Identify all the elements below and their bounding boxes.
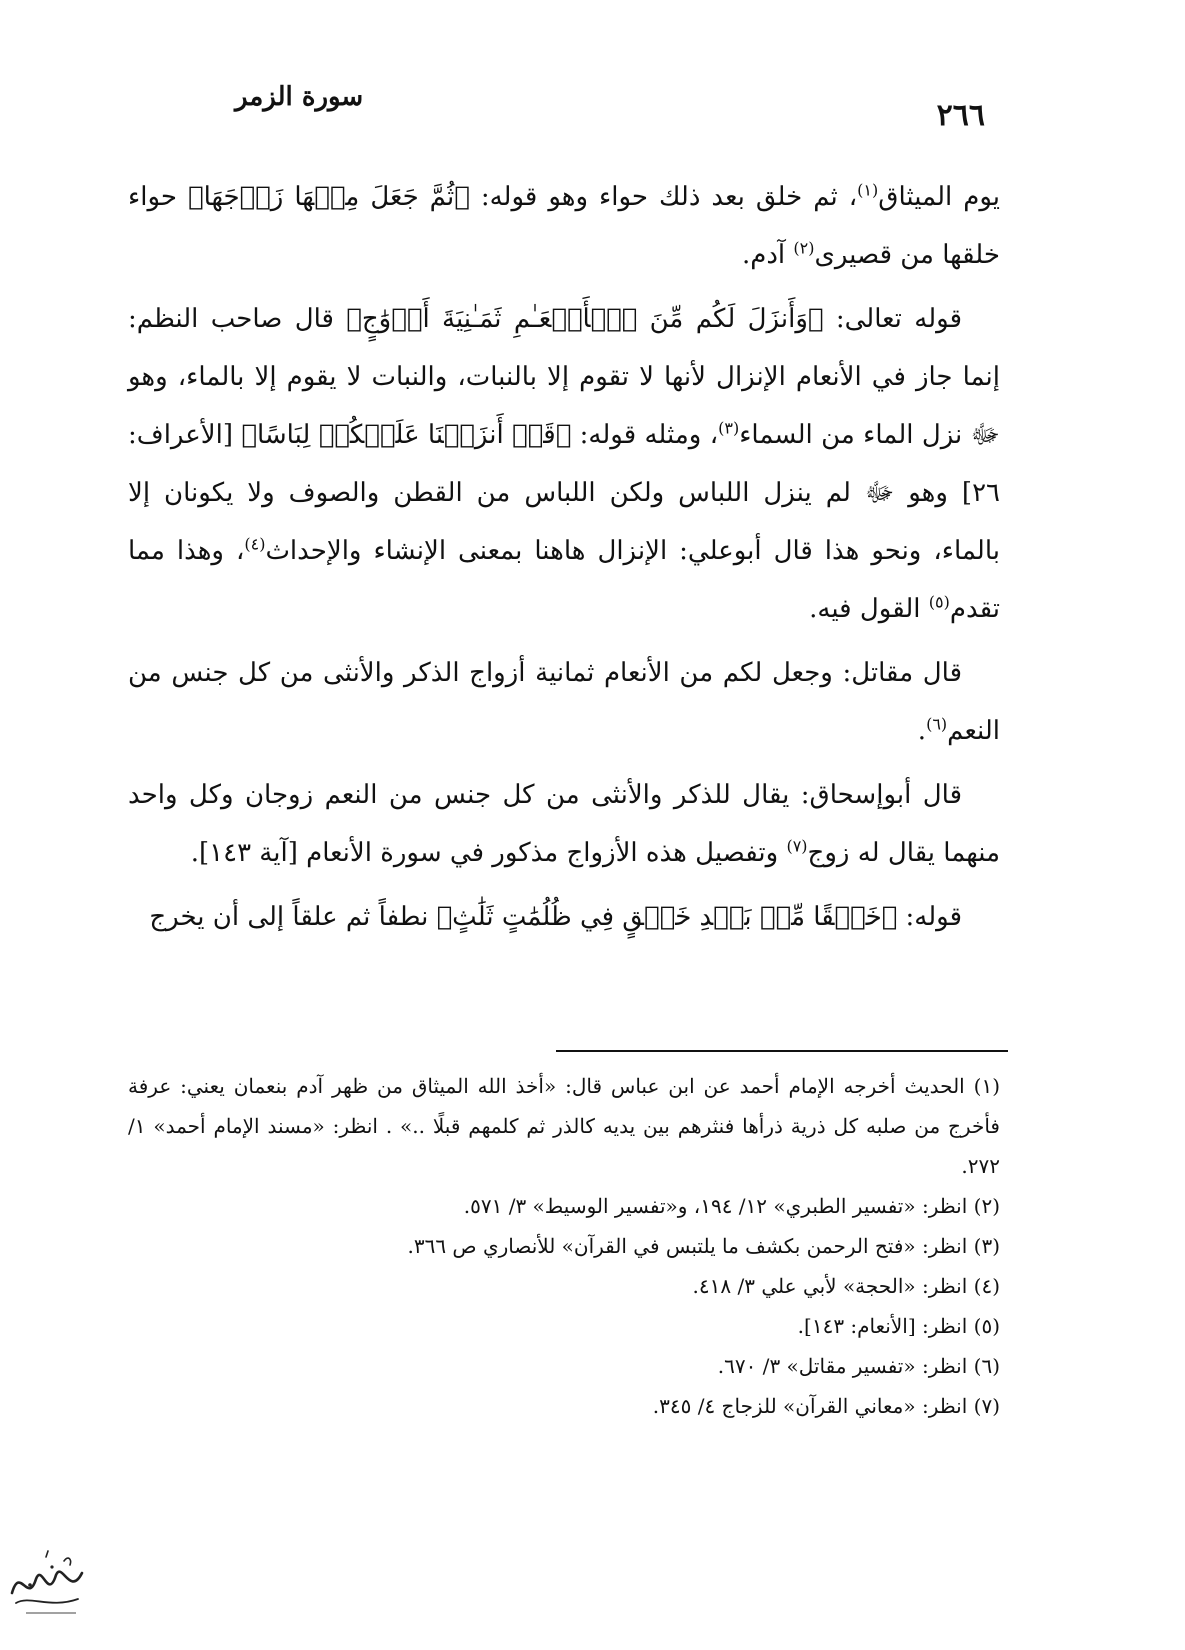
footnote: (٧) انظر: «معاني القرآن» للزجاج ٤/ ٣٤٥. bbox=[652, 1394, 1000, 1418]
body-text-run: ، وهذا مما تقدم bbox=[128, 536, 1000, 624]
body-text-run: قال مقاتل: وجعل لكم من الأنعام ثمانية أزواج الذكر والأنثى من كل جنس من النعم bbox=[128, 658, 1000, 746]
paragraph bbox=[128, 766, 1000, 882]
body-text-run: ، ثم خلق بعد ذلك حواء وهو قوله: bbox=[469, 182, 858, 212]
quran-quote: ﴿وَأَنزَلَ لَكُم مِّنَ ٱلۡأَنۡعَـٰمِ ثَمَـٰنِيَةَ أَزۡوَٰجٍ﴾ bbox=[346, 304, 824, 334]
quran-quote: ﴿ثُمَّ جَعَلَ مِنۡهَا زَوۡجَهَا﴾ bbox=[187, 182, 470, 212]
paragraph bbox=[128, 168, 1000, 284]
footnote: (٣) انظر: «فتح الرحمن بكشف ما يلتبس في القرآن» للأنصاري ص ٣٦٦. bbox=[407, 1234, 1000, 1258]
body-text-run: [الأعراف: ٢٦] وهو ﷻ لم ينزل اللباس ولكن اللباس من القطن والصوف ولا يكونان إلا بالماء، ونحو هذا قال أبوعلي: الإنزال هاهنا بمعنى الإنشاء والإحداث bbox=[128, 420, 1000, 566]
paragraph bbox=[128, 290, 1000, 638]
footnote-marker[interactable]: (٤) bbox=[244, 534, 266, 554]
quran-quote: ﴿خَلۡقًا مِّنۢ بَعۡدِ خَلۡقٍ فِي ظُلُمَٰتٍ ثَلَٰثٍ﴾ bbox=[436, 902, 898, 932]
body-text-run: آدم. bbox=[741, 240, 794, 270]
footnote-marker[interactable]: (٧) bbox=[786, 836, 808, 856]
body-text-run: نطفاً ثم علقاً إلى أن يخرج bbox=[149, 902, 437, 932]
footnote: (٦) انظر: «تفسير مقاتل» ٣/ ٦٧٠. bbox=[717, 1354, 1000, 1378]
body-text-run: يوم الميثاق bbox=[878, 182, 1001, 212]
footnote-divider bbox=[556, 1050, 1008, 1052]
library-stamp-icon bbox=[6, 1545, 88, 1623]
body-text-run: حواء خلقها من قصيرى bbox=[128, 182, 1000, 270]
footnote: (٤) انظر: «الحجة» لأبي علي ٣/ ٤١٨. bbox=[692, 1274, 1000, 1298]
body-text-run: قال صاحب النظم: إنما جاز في الأنعام الإنزال لأنها لا تقوم إلا بالنبات، والنبات لا يقوم إلا بالماء، وهو ﷻ نزل الماء من السماء bbox=[128, 304, 1000, 450]
body-text-run: قوله: bbox=[897, 902, 962, 932]
footnote-marker[interactable]: (٢) bbox=[793, 238, 815, 258]
footnotes bbox=[128, 1066, 1000, 1426]
footnote-marker[interactable]: (٦) bbox=[926, 714, 948, 734]
footnote-marker[interactable]: (٣) bbox=[718, 418, 740, 438]
footnote: (١) الحديث أخرجه الإمام أحمد عن ابن عباس قال: «أخذ الله الميثاق من ظهر آدم بنعمان يعني: عرفة فأخرج من صلبه كل ذرية ذرأها فنثرهم بين يديه كالذر ثم كلمهم قبلًا ..» . انظر: «مسند الإمام أحمد» ١/ ٢٧٢. bbox=[128, 1074, 1000, 1178]
footnote: (٢) انظر: «تفسير الطبري» ١٢/ ١٩٤، و«تفسير الوسيط» ٣/ ٥٧١. bbox=[463, 1194, 1000, 1218]
footnote-marker[interactable]: (١) bbox=[857, 180, 879, 200]
paragraph bbox=[128, 888, 1000, 946]
body-text-run: قوله تعالى: bbox=[823, 304, 962, 334]
footnote-marker[interactable]: (٥) bbox=[928, 592, 950, 612]
footnote: (٥) انظر: [الأنعام: ١٤٣]. bbox=[797, 1314, 1000, 1338]
paragraph bbox=[128, 644, 1000, 760]
running-header: سورة الزمر bbox=[235, 82, 364, 112]
body-text-run: ، ومثله قوله: bbox=[571, 420, 719, 450]
body-text-run: وتفصيل هذه الأزواج مذكور في سورة الأنعام [آية ١٤٣]. bbox=[190, 838, 787, 868]
body-text-run: . bbox=[917, 716, 927, 746]
quran-quote: ﴿قَدۡ أَنزَلۡنَا عَلَيۡكُمۡ لِبَاسًا﴾ bbox=[241, 420, 572, 450]
body-text-run: القول فيه. bbox=[809, 594, 929, 624]
body-text-run: قال أبوإسحاق: يقال للذكر والأنثى من كل جنس من النعم زوجان وكل واحد منهما يقال له زوج bbox=[128, 780, 1000, 868]
body-text bbox=[128, 168, 1000, 952]
page-number: ٢٦٦ bbox=[936, 98, 985, 133]
